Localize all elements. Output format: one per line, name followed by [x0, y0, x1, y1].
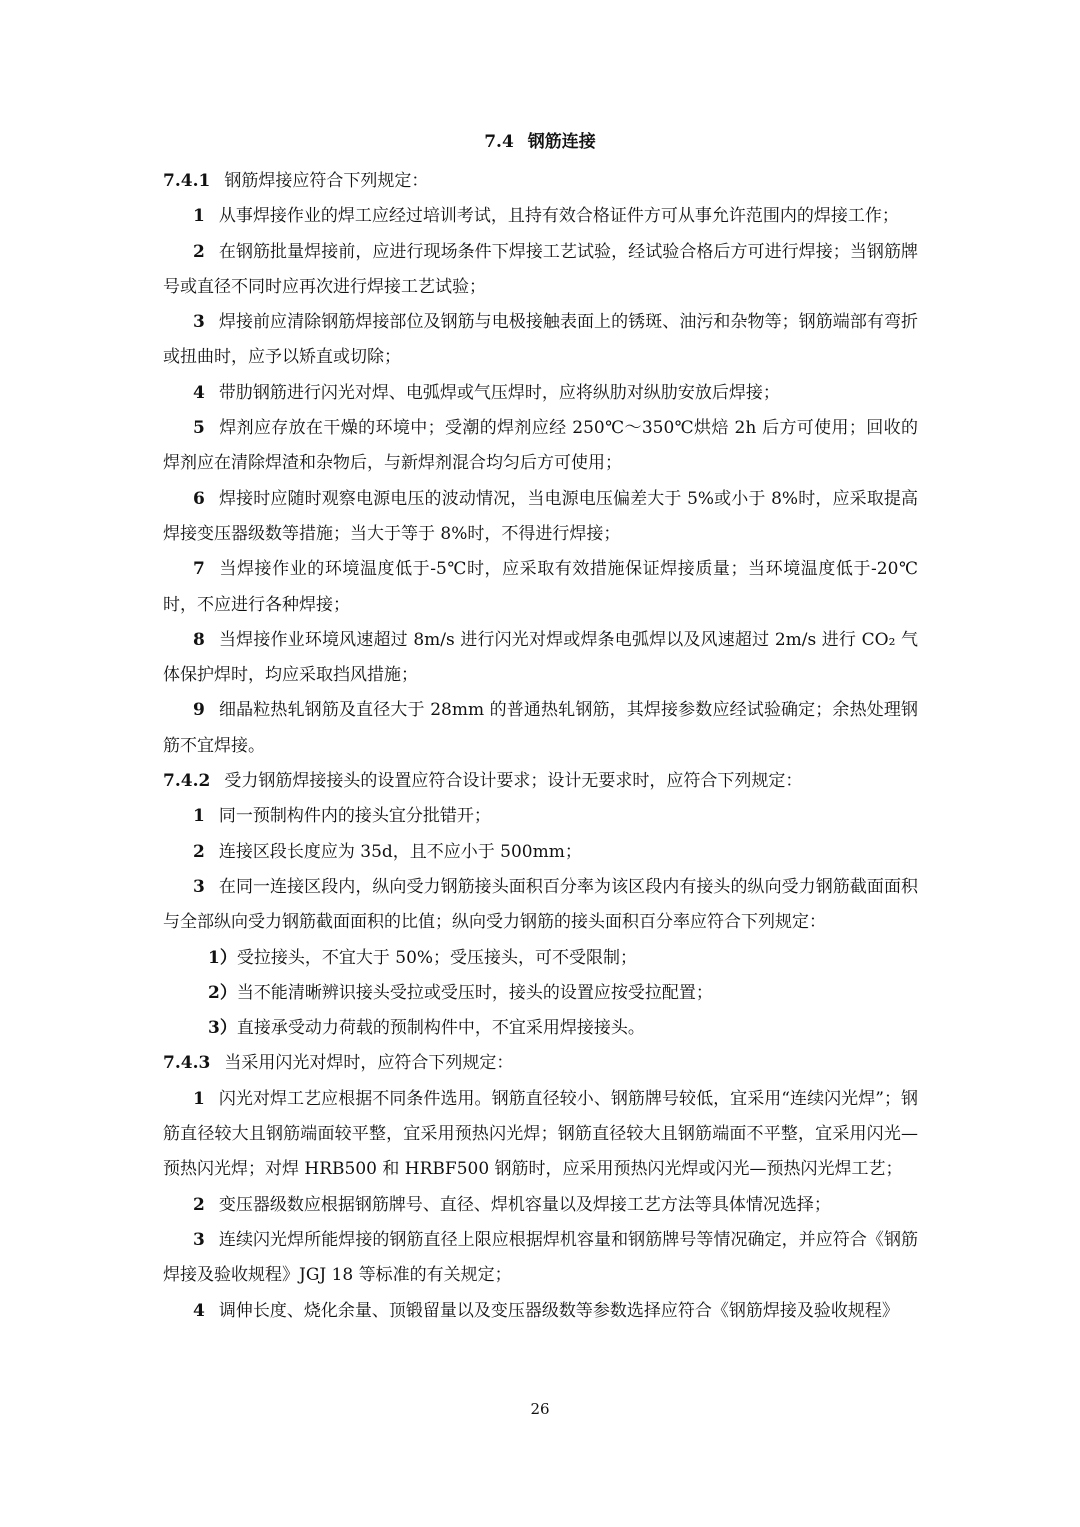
- paragraph-text: 当不能清晰辨识接头受拉或受压时，接头的设置应按受拉配置；: [236, 982, 713, 1003]
- paragraph-text: 在钢筋批量焊接前，应进行现场条件下焊接工艺试验，经试验合格后方可进行焊接；当钢筋牌号或直径不同时应再次进行焊接工艺试验；: [163, 241, 918, 297]
- item-number: 2: [193, 1194, 205, 1215]
- clause-number: 7.4.3: [163, 1053, 211, 1074]
- paragraph-text: 当焊接作业环境风速超过 8m/s 进行闪光对焊或焊条电弧焊以及风速超过 2m/s 进行 CO₂ 气体保护焊时，均应采取挡风措施；: [163, 629, 918, 686]
- sub-list-item: [163, 976, 918, 1011]
- section-number: 7.4: [484, 132, 514, 152]
- paragraph-text: 连接区段长度应为 35d，且不应小于 500mm；: [218, 841, 582, 862]
- item-number: 2: [193, 241, 205, 262]
- list-item: [163, 235, 918, 306]
- paragraph-text: 当焊接作业的环境温度低于-5℃时，应采取有效措施保证焊接质量；当环境温度低于-20℃时，不应进行各种焊接；: [163, 559, 918, 615]
- paragraph-text: 焊剂应存放在干燥的环境中；受潮的焊剂应经 250℃～350℃烘焙 2h 后方可使用；回收的焊剂应在清除焊渣和杂物后，与新焊剂混合均匀后方可使用；: [163, 418, 918, 474]
- list-item: [163, 799, 918, 834]
- item-number: 4: [193, 1300, 205, 1321]
- item-number: 1: [193, 806, 205, 827]
- item-number: 2: [193, 841, 205, 862]
- list-item: [163, 1082, 918, 1188]
- list-item: [163, 411, 918, 482]
- sub-list-item: [163, 1011, 918, 1046]
- item-number: 9: [193, 700, 205, 721]
- list-item: [163, 835, 918, 870]
- item-number: 2）: [208, 982, 237, 1003]
- clause-paragraph: [163, 764, 918, 799]
- sub-list-item: [163, 941, 918, 976]
- list-item: [163, 199, 918, 234]
- item-number: 1）: [208, 947, 237, 968]
- item-number: 3: [193, 312, 205, 333]
- paragraph-text: 当采用闪光对焊时，应符合下列规定：: [224, 1053, 514, 1074]
- item-number: 5: [193, 418, 205, 439]
- item-number: 7: [193, 559, 205, 580]
- list-item: [163, 1188, 918, 1223]
- paragraph-text: 直接承受动力荷载的预制构件中，不宜采用焊接接头。: [236, 1018, 645, 1039]
- item-number: 1: [193, 1088, 205, 1109]
- list-item: [163, 870, 918, 941]
- item-number: 6: [193, 488, 205, 509]
- section-heading: [0, 128, 1080, 156]
- item-number: 4: [193, 382, 205, 403]
- paragraph-text: 连续闪光焊所能焊接的钢筋直径上限应根据焊机容量和钢筋牌号等情况确定，并应符合《钢筋焊接及验收规程》JGJ 18 等标准的有关规定；: [163, 1229, 918, 1286]
- list-item: [163, 482, 918, 553]
- paragraph-text: 细晶粒热轧钢筋及直径大于 28mm 的普通热轧钢筋，其焊接参数应经试验确定；余热处理钢筋不宜焊接。: [163, 700, 918, 756]
- section-title: 钢筋连接: [527, 132, 596, 152]
- list-item: [163, 305, 918, 376]
- clause-number: 7.4.2: [163, 771, 211, 792]
- item-number: 8: [193, 629, 205, 650]
- list-item: [163, 1294, 918, 1329]
- page-number: 26: [530, 1400, 550, 1418]
- paragraph-text: 受拉接头，不宜大于 50%；受压接头，可不受限制；: [236, 947, 638, 968]
- clause-number: 7.4.1: [163, 171, 211, 191]
- paragraph-text: 带肋钢筋进行闪光对焊、电弧焊或气压焊时，应将纵肋对纵肋安放后焊接；: [218, 382, 780, 403]
- list-item: [163, 552, 918, 623]
- paragraph-text: 钢筋焊接应符合下列规定：: [224, 171, 429, 191]
- list-item: [163, 623, 918, 694]
- paragraph-text: 受力钢筋焊接接头的设置应符合设计要求；设计无要求时，应符合下列规定：: [224, 771, 803, 792]
- list-item: [163, 1223, 918, 1294]
- item-number: 3）: [208, 1018, 237, 1039]
- paragraph-text: 同一预制构件内的接头宜分批错开；: [218, 806, 491, 827]
- document-body: [163, 164, 918, 1329]
- paragraph-text: 调伸长度、烧化余量、顶锻留量以及变压器级数等参数选择应符合《钢筋焊接及验收规程》: [218, 1300, 899, 1321]
- list-item: [163, 693, 918, 764]
- clause-paragraph: [163, 1046, 918, 1081]
- paragraph-text: 焊接时应随时观察电源电压的波动情况，当电源电压偏差大于 5%或小于 8%时，应采取提高焊接变压器级数等措施；当大于等于 8%时，不得进行焊接；: [163, 488, 918, 544]
- item-number: 3: [193, 876, 205, 897]
- clause-paragraph: [163, 164, 918, 199]
- item-number: 1: [193, 206, 205, 227]
- paragraph-text: 焊接前应清除钢筋焊接部位及钢筋与电极接触表面上的锈斑、油污和杂物等；钢筋端部有弯折或扭曲时，应予以矫直或切除；: [163, 312, 918, 368]
- paragraph-text: 变压器级数应根据钢筋牌号、直径、焊机容量以及焊接工艺方法等具体情况选择；: [218, 1194, 831, 1215]
- list-item: [163, 376, 918, 411]
- paragraph-text: 闪光对焊工艺应根据不同条件选用。钢筋直径较小、钢筋牌号较低，宜采用“连续闪光焊”；钢筋直径较大且钢筋端面较平整，宜采用预热闪光焊；钢筋直径较大且钢筋端面不平整，宜采用闪光—预热闪光焊；对焊 HRB500 和 HRBF500 钢筋时，应采用预热闪光焊或闪光—预热闪光焊工艺；: [163, 1088, 918, 1180]
- paragraph-text: 在同一连接区段内，纵向受力钢筋接头面积百分率为该区段内有接头的纵向受力钢筋截面面积与全部纵向受力钢筋截面面积的比值；纵向受力钢筋的接头面积百分率应符合下列规定：: [163, 876, 918, 933]
- paragraph-text: 从事焊接作业的焊工应经过培训考试，且持有效合格证件方可从事允许范围内的焊接工作；: [218, 206, 899, 227]
- item-number: 3: [193, 1229, 205, 1250]
